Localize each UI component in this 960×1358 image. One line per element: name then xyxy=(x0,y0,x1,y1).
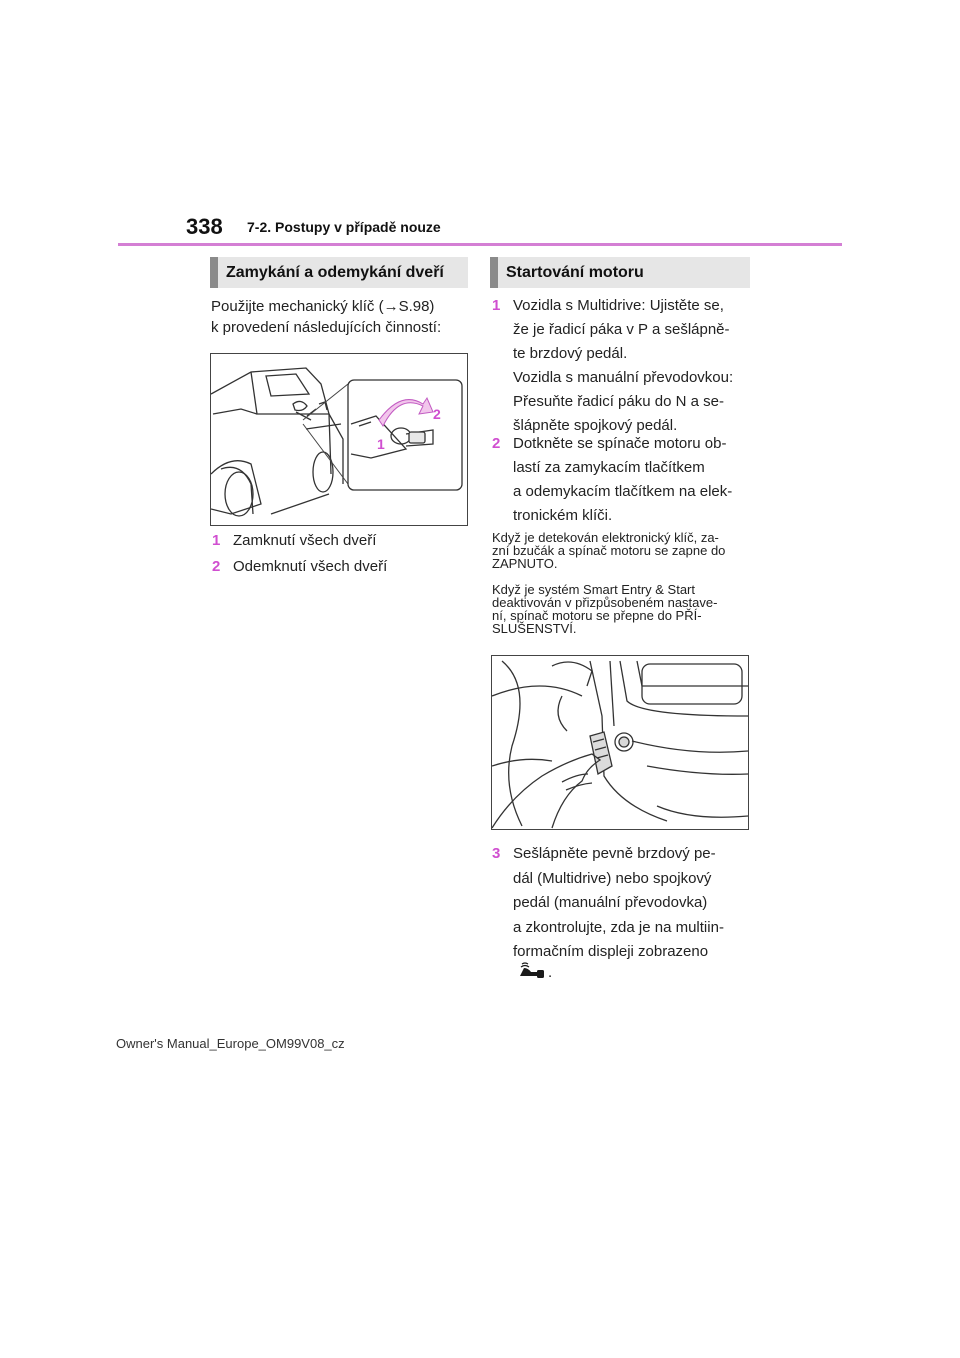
footer-text: Owner's Manual_Europe_OM99V08_cz xyxy=(116,1036,345,1051)
car-door-key-drawing xyxy=(211,354,467,525)
page-number: 338 xyxy=(186,214,223,239)
step-number: 1 xyxy=(492,297,501,314)
step-shift-and-press-pedal xyxy=(492,294,754,438)
step-lock-all-doors xyxy=(212,529,462,552)
note-key-detected: Když je detekován elektronický klíč, za- zní bzučák a spínač motoru se zapne do ZAPNUTO. xyxy=(492,530,726,571)
figure-door-key-illustration xyxy=(210,353,468,526)
figure-label-2: 2 xyxy=(433,406,441,422)
step-number: 3 xyxy=(492,845,501,862)
step-number: 2 xyxy=(492,435,501,452)
note-smart-entry-deactivated: Když je systém Smart Entry & Start deaktivován v přizpůsobeném nastave- ní, spínač motoru se přepne do PŘÍ- SLUŠENSTVÍ. xyxy=(492,582,718,636)
step-text: Odemknutí všech dveří xyxy=(233,558,388,575)
step-text: Zamknutí všech dveří xyxy=(233,532,377,549)
header-divider xyxy=(118,243,842,246)
step-text: Dotkněte se spínače motoru ob- lastí za zamykacím tlačítkem a odemykacím tlačítkem na elek- tronickém klíči. xyxy=(513,435,733,524)
intro-text-before: Použijte mechanický klíč ( xyxy=(211,298,384,315)
reference-arrow: → xyxy=(383,298,399,315)
step-number: 2 xyxy=(212,558,221,575)
step-unlock-all-doors xyxy=(212,555,462,578)
step-number: 1 xyxy=(212,532,221,549)
figure-engine-switch-illustration xyxy=(491,655,749,830)
step-touch-engine-switch xyxy=(492,432,754,528)
engine-switch-key-drawing xyxy=(492,656,748,829)
heading-starting-engine: Startování motoru xyxy=(490,257,750,288)
step-press-pedal-check-display xyxy=(492,842,754,965)
step-text: Vozidla s Multidrive: Ujistěte se, že je řadicí páka v P a sešlápně- te brzdový pedál. Vozidla s manuální převodovkou: Přesuňte řadicí páku do N a se- šlápněte spojkový pedál. xyxy=(513,297,734,434)
figure-label-1: 1 xyxy=(377,436,385,452)
section-title: 7-2. Postupy v případě nouze xyxy=(247,219,441,235)
step3-period: . xyxy=(548,964,553,981)
step-text: Sešlápněte pevně brzdový pe- dál (Multidrive) nebo spojkový pedál (manuální převodovka) a zkontrolujte, zda je na multiin- formačním displeji zobrazeno xyxy=(513,845,724,960)
key-indicator-icon xyxy=(516,962,546,980)
heading-lock-unlock-doors: Zamykání a odemykání dveří xyxy=(210,257,468,288)
intro-text xyxy=(211,296,471,338)
intro-text-after: S.98) k provedení následujících činností: xyxy=(211,298,442,336)
